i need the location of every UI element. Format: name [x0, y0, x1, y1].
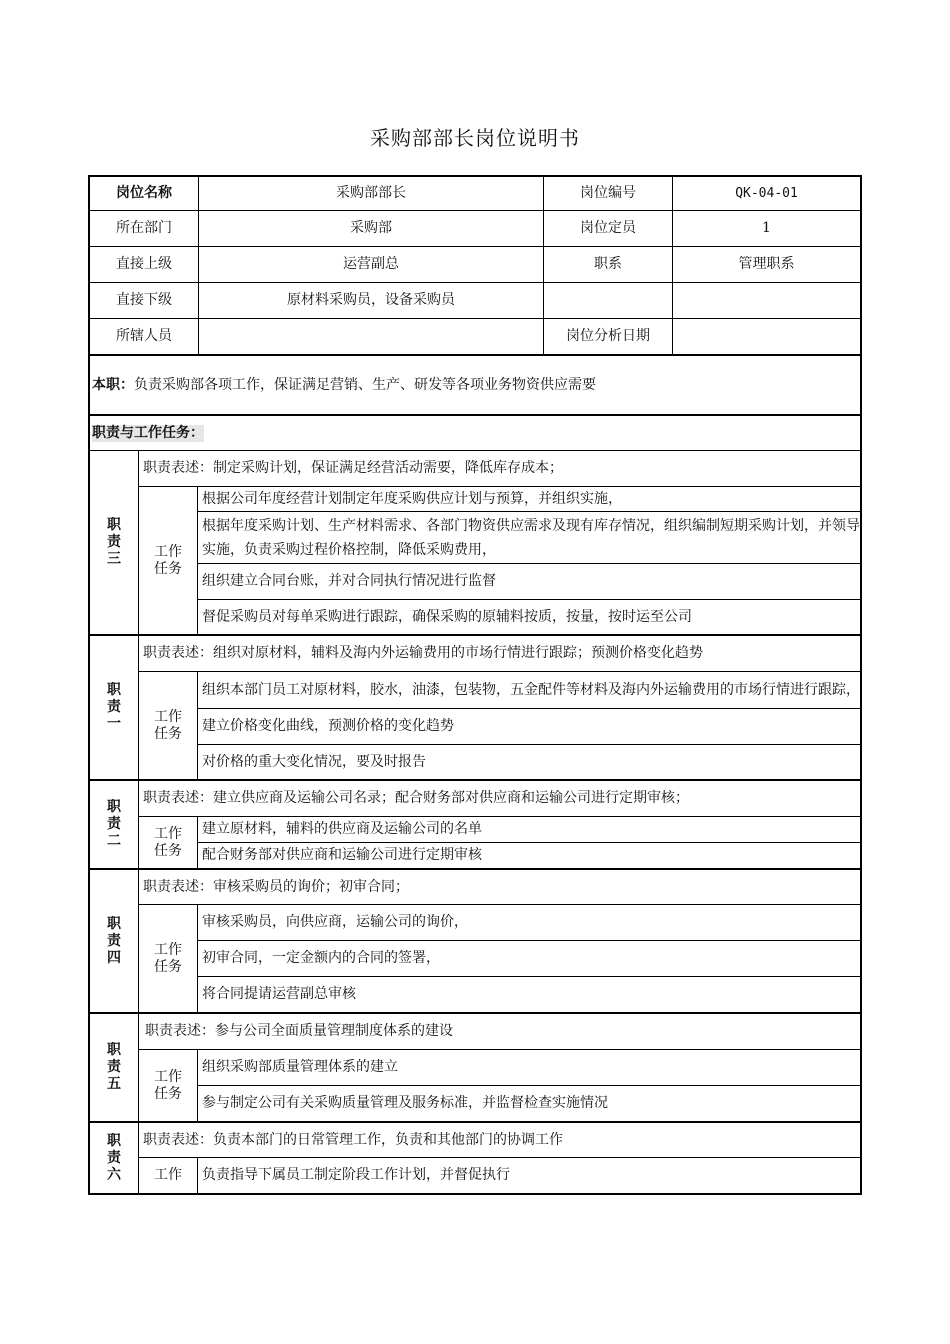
label-analysis-date: 岗位分析日期: [566, 328, 650, 344]
duty-summary: [90, 356, 860, 414]
duty-1-statement: 职责表述：组织对原材料，辅料及海内外运输费用的市场行情进行跟踪；预测价格变化趋势: [143, 645, 703, 661]
duty-5-heading: 职 责 五: [107, 1042, 121, 1092]
duty-1-task-3: 对价格的重大变化情况，要及时报告: [202, 753, 426, 770]
duty-4-task-3: 将合同提请运营副总审核: [202, 986, 356, 1002]
duty-6-heading: 职 责 六: [107, 1132, 121, 1183]
duty-summary-text: 负责采购部各项工作，保证满足营销、生产、研发等各项业务物资供应需要: [134, 376, 596, 393]
label-position-code: 岗位编号: [580, 184, 636, 201]
duty-5-statement: 职责表述：参与公司全面质量管理制度体系的建设: [145, 1023, 453, 1039]
duty-3-task-2: 根据年度采购计划、生产材料需求、各部门物资供应需求及现有库存情况，组织编制短期采购计划，并领导实施，负责采购过程价格控制，降低采购费用，: [202, 517, 860, 558]
duty-2-task-1: 建立原材料，辅料的供应商及运输公司的名单: [202, 821, 482, 837]
value-direct-superior: 运营副总: [343, 256, 399, 272]
duty-2-heading: 职 责 二: [107, 799, 121, 849]
duty-4-heading: 职 责 四: [107, 915, 121, 966]
value-position-name: 采购部部长: [336, 184, 406, 201]
duties-header-label: 职责与工作任务：: [92, 424, 204, 441]
duty-4-task-1: 审核采购员，向供应商，运输公司的询价，: [202, 914, 468, 930]
duty-3-heading: 职 责 三: [107, 517, 121, 567]
duty-3-statement: 职责表述：制定采购计划，保证满足经营活动需要，降低库存成本；: [143, 460, 563, 476]
duty-2-task-2: 配合财务部对供应商和运输公司进行定期审核: [202, 847, 482, 863]
duty-4-statement: 职责表述：审核采购员的询价；初审合同；: [143, 878, 409, 895]
duty-summary-label: 本职：: [92, 376, 134, 393]
duty-5-task-1: 组织采购部质量管理体系的建立: [202, 1059, 398, 1075]
duty-6-statement: 职责表述：负责本部门的日常管理工作，负责和其他部门的协调工作: [143, 1131, 563, 1148]
duty-5-task-2: 参与制定公司有关采购质量管理及服务标准，并监督检查实施情况: [202, 1095, 608, 1111]
value-direct-subordinate: 原材料采购员，设备采购员: [287, 292, 455, 308]
label-position-name: 岗位名称: [116, 184, 172, 201]
duties-header: [90, 416, 860, 450]
label-direct-subordinate: 直接下级: [116, 292, 172, 308]
duty-5-work-label: 工作 任务: [154, 1068, 182, 1102]
duty-2-statement: 职责表述：建立供应商及运输公司名录；配合财务部对供应商和运输公司进行定期审核；: [143, 790, 689, 806]
duty-4-work-label: 工作 任务: [154, 941, 182, 975]
value-headcount: 1: [762, 220, 771, 236]
duty-1-task-1: 组织本部门员工对原材料，胶水，油漆，包装物，五金配件等材料及海内外运输费用的市场行情进行跟踪，: [202, 682, 860, 698]
document-title: 采购部部长岗位说明书: [370, 126, 580, 150]
duty-1-heading: 职 责 一: [107, 682, 121, 732]
label-direct-superior: 直接上级: [116, 256, 172, 272]
duty-6-task-1: 负责指导下属员工制定阶段工作计划，并督促执行: [202, 1167, 510, 1183]
duty-1-task-2: 建立价格变化曲线，预测价格的变化趋势: [202, 718, 454, 734]
duty-3-task-3: 组织建立合同台账，并对合同执行情况进行监督: [202, 573, 496, 589]
value-job-series: 管理职系: [738, 256, 795, 272]
duty-4-task-2: 初审合同，一定金额内的合同的签署，: [202, 950, 440, 966]
label-headcount: 岗位定员: [580, 220, 636, 236]
duty-2-work-label: 工作 任务: [154, 825, 182, 859]
duty-6-work-label: 工作: [154, 1167, 182, 1183]
duty-3-task-1: 根据公司年度经营计划制定年度采购供应计划与预算，并组织实施，: [202, 490, 622, 507]
label-department: 所在部门: [116, 220, 172, 236]
value-department: 采购部: [350, 220, 392, 236]
label-job-series: 职系: [594, 256, 622, 272]
value-position-code: QK-04-01: [735, 185, 798, 201]
label-staff: 所辖人员: [116, 328, 172, 344]
duty-3-work-label: 工作 任务: [154, 543, 182, 577]
duty-1-work-label: 工作 任务: [154, 708, 182, 742]
duty-3-task-4: 督促采购员对每单采购进行跟踪，确保采购的原辅料按质，按量，按时运至公司: [202, 608, 692, 625]
